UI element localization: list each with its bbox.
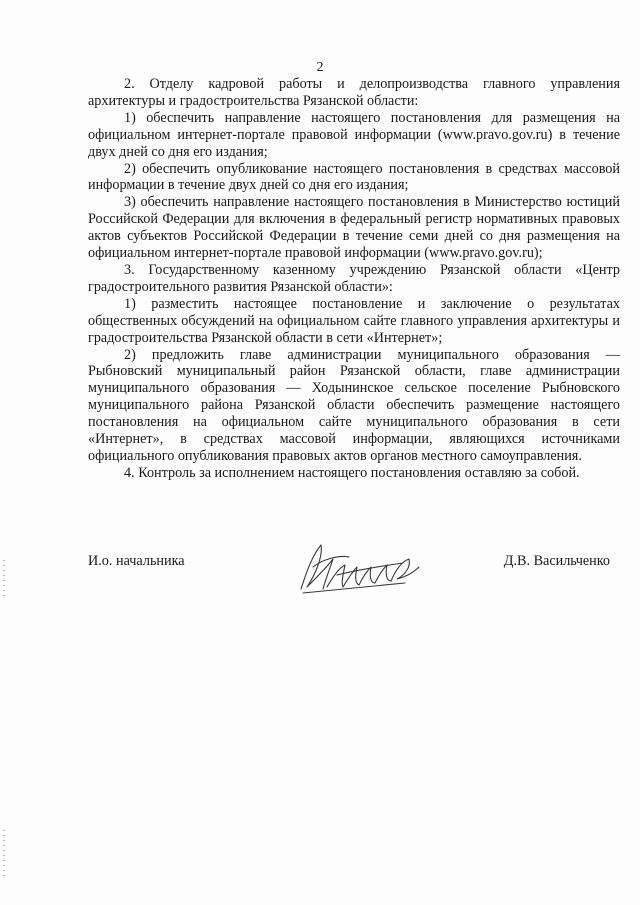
handwritten-signature <box>293 537 423 597</box>
paragraph-2-3: 3) обеспечить направление настоящего постановления в Министерство юстиций Российской Федерации для включения в федеральный регистр нормативных правовых актов субъектов Российской Федерации в течение семи дней со дня размещения на официальном интернет-портале правовой информации (www.pravo.gov.ru); <box>88 194 620 262</box>
signatory-title: И.о. начальника <box>88 553 185 569</box>
paragraph-4: 4. Контроль за исполнением настоящего постановления оставляю за собой. <box>124 464 580 481</box>
scan-margin-marks <box>3 560 5 600</box>
paragraph-2-1: 1) обеспечить направление настоящего постановления для размещения на официальном интернет-портале правовой информации (www.pravo.gov.ru) в течение двух дней со дня его издания; <box>88 109 620 160</box>
paragraph-3-1: 1) разместить настоящее постановление и заключение о результатах общественных обсуждений на официальном сайте главного управления архитектуры и градостроительства Рязанской области в сети «Интернет»; <box>88 295 620 346</box>
document-body <box>88 76 620 482</box>
signature-block <box>88 545 620 615</box>
page-number: 2 <box>316 60 324 75</box>
paragraph-2-2: 2) обеспечить опубликование настоящего постановления в средствах массовой информации в течение двух дней со дня его издания; <box>88 160 620 194</box>
signatory-name: Д.В. Васильченко <box>503 553 610 569</box>
paragraph-3: 3. Государственному казенному учреждению Рязанской области «Центр градостроительного развития Рязанской области»: <box>88 261 620 295</box>
paragraph-3-2: 2) предложить главе администрации муниципального образования — Рыбновский муниципальный район Рязанской области, главе администрации муниципального образования — Ходынинское сельское поселение Рыбновского муниципального района Рязанской области обеспечить размещение настоящего постановления на официальном сайте муниципального образования в сети «Интернет», в средствах массовой информации, являющихся источниками официального опубликования правовых актов органов местного самоуправления. <box>88 346 620 464</box>
paragraph-2: 2. Отделу кадровой работы и делопроизводства главного управления архитектуры и градостроительства Рязанской области: <box>88 76 620 109</box>
scan-margin-marks <box>3 830 5 880</box>
